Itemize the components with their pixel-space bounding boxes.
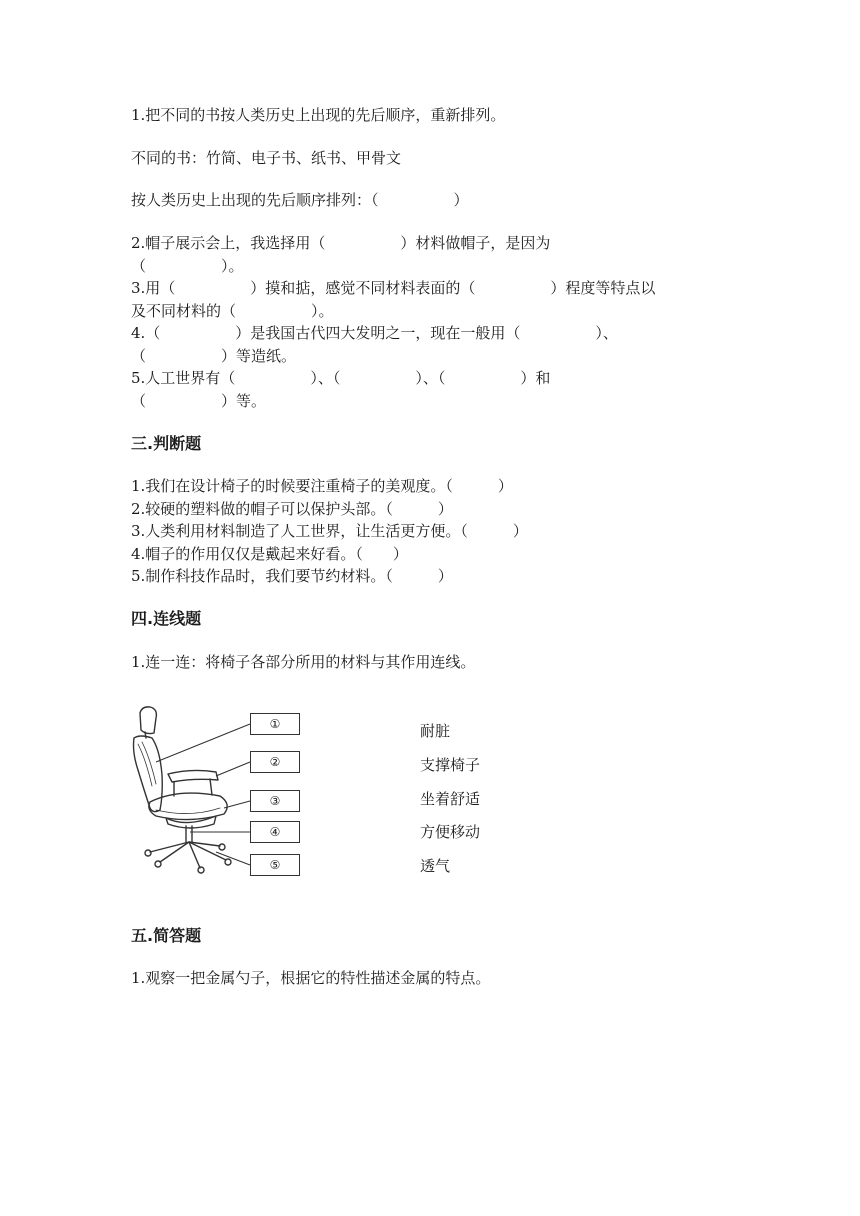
- question-3-line-1: 3.用（ ）摸和掂，感觉不同材料表面的（ ）程度等特点以: [131, 279, 656, 297]
- judge-item-5: 5.制作科技作品时，我们要节约材料。（ ）: [131, 567, 453, 585]
- judge-item-4: 4.帽子的作用仅仅是戴起来好看。（ ）: [131, 545, 408, 563]
- chair-part-box-3: ③: [250, 790, 300, 812]
- chair-part-box-1: ①: [250, 713, 300, 735]
- judge-item-2: 2.较硬的塑料做的帽子可以保护头部。（ ）: [131, 500, 453, 518]
- question-3-line-2: 及不同材料的（ ）。: [131, 302, 334, 320]
- judge-item-1: 1.我们在设计椅子的时候要注重椅子的美观度。（ ）: [131, 477, 513, 495]
- function-option-5: 透气: [420, 857, 451, 875]
- short-answer-heading: 五.简答题: [131, 926, 202, 945]
- judge-item-3: 3.人类利用材料制造了人工世界，让生活更方便。（ ）: [131, 522, 528, 540]
- connect-heading: 四.连线题: [131, 609, 202, 628]
- chair-part-box-2: ②: [250, 751, 300, 773]
- question-5-line-2: （ ）等。: [131, 392, 267, 410]
- question-1-books: 不同的书：竹简、电子书、纸书、甲骨文: [131, 149, 402, 167]
- question-2-line-2: （ ）。: [131, 257, 244, 275]
- question-1-order: 按人类历史上出现的先后顺序排列：（ ）: [131, 191, 469, 209]
- function-option-4: 方便移动: [420, 823, 481, 841]
- question-2-line-1: 2.帽子展示会上，我选择用（ ）材料做帽子，是因为: [131, 234, 551, 252]
- function-option-1: 耐脏: [420, 722, 451, 740]
- question-4-line-2: （ ）等造纸。: [131, 347, 297, 365]
- question-5-line-1: 5.人工世界有（ ）、（ ）、（ ）和: [131, 369, 551, 387]
- function-option-2: 支撑椅子: [420, 756, 481, 774]
- question-4-line-1: 4.（ ）是我国古代四大发明之一，现在一般用（ ）、: [131, 324, 618, 342]
- question-1: 1.把不同的书按人类历史上出现的先后顺序，重新排列。: [131, 106, 506, 124]
- chair-part-box-4: ④: [250, 821, 300, 843]
- short-answer-question: 1.观察一把金属勺子，根据它的特性描述金属的特点。: [131, 969, 491, 987]
- chair-part-box-5: ⑤: [250, 854, 300, 876]
- connect-question: 1.连一连：将椅子各部分所用的材料与其作用连线。: [131, 653, 476, 671]
- function-option-3: 坐着舒适: [420, 790, 481, 808]
- judge-heading: 三.判断题: [131, 434, 202, 453]
